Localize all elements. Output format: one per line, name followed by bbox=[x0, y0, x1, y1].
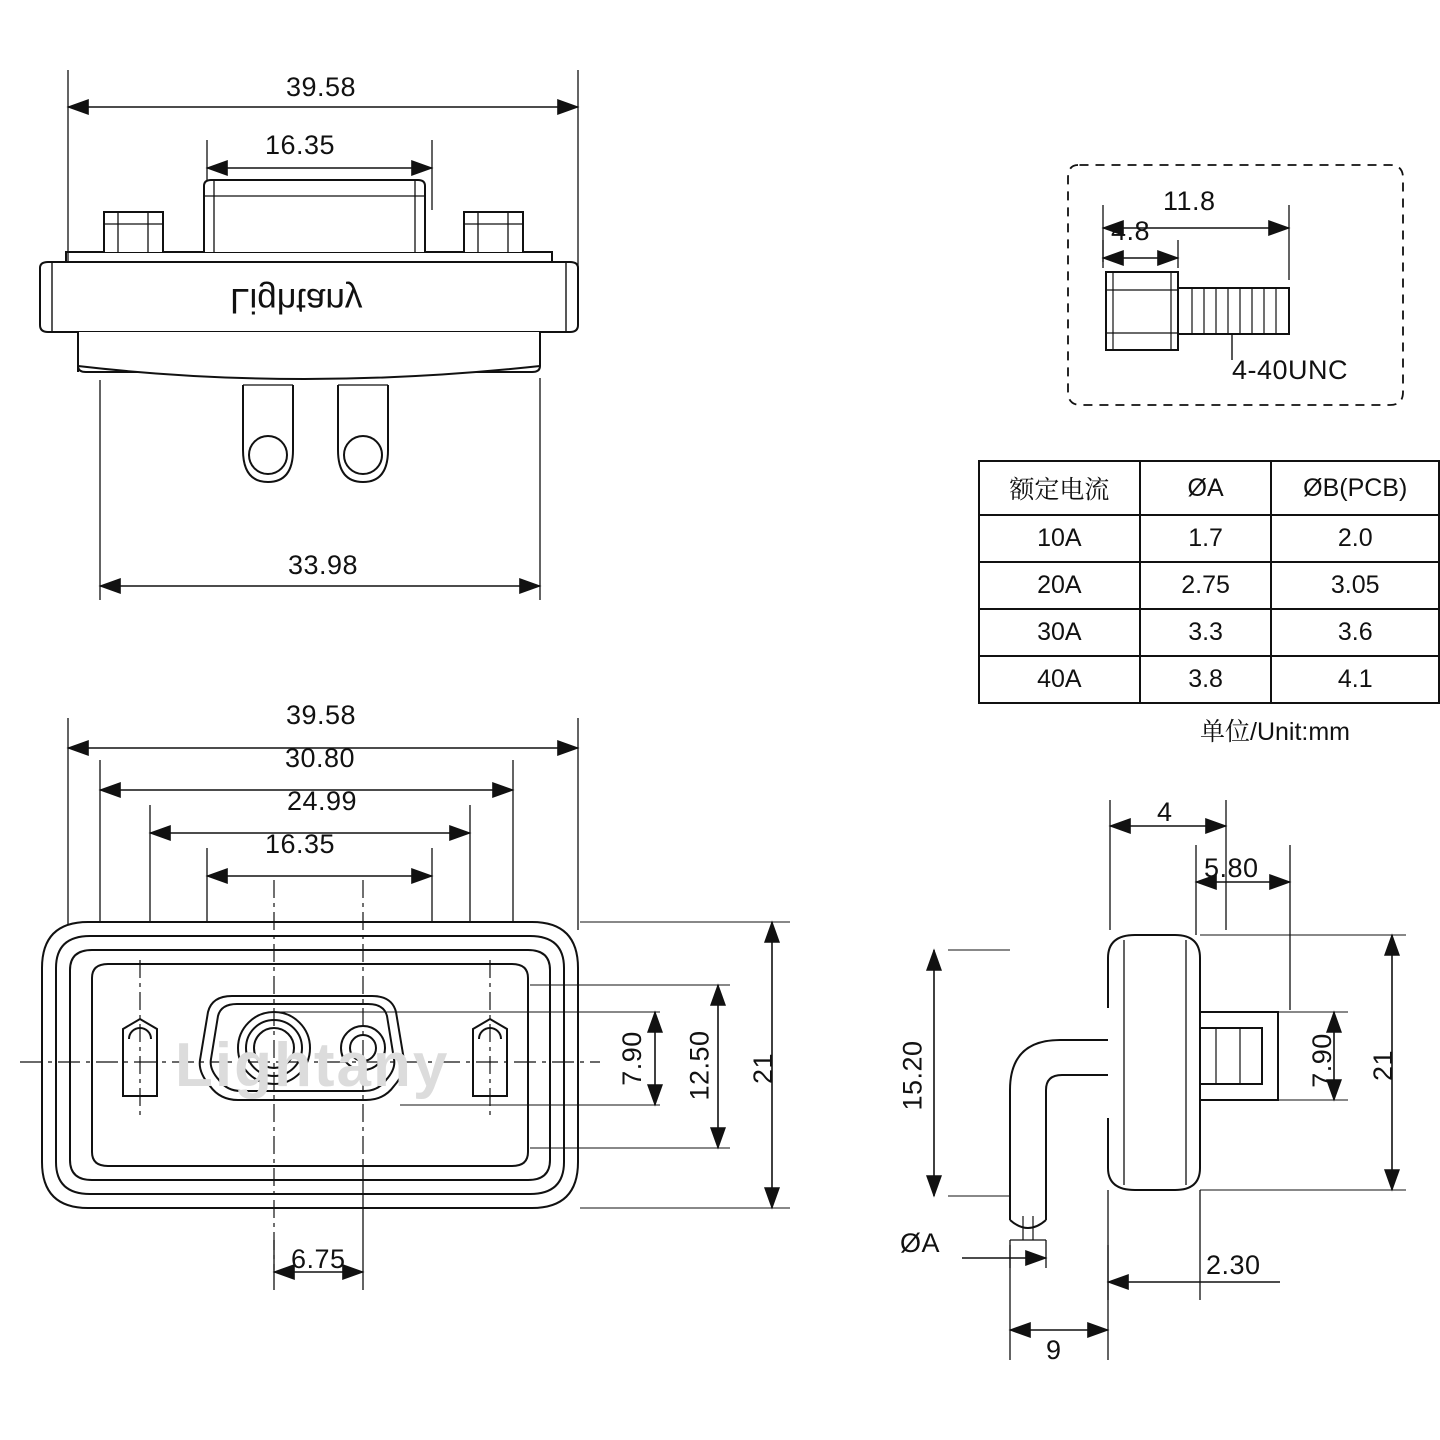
dim-39-58-bottom: 39.58 bbox=[286, 700, 357, 730]
dim-4-8: 4.8 bbox=[1111, 216, 1151, 246]
table-cell: 40A bbox=[979, 656, 1140, 703]
dim-6-75: 6.75 bbox=[291, 1244, 346, 1274]
thread-callout: 4-40UNC bbox=[1232, 355, 1349, 385]
unit-note: 单位/Unit:mm bbox=[1200, 718, 1351, 746]
table-cell: 3.3 bbox=[1140, 609, 1272, 656]
dim-30-80: 30.80 bbox=[285, 743, 356, 773]
table-header-row bbox=[979, 461, 1439, 515]
dim-33-98: 33.98 bbox=[288, 550, 359, 580]
table-cell: 1.7 bbox=[1140, 515, 1272, 562]
dim-12-50: 12.50 bbox=[684, 1030, 715, 1101]
dim-21-left: 21 bbox=[748, 1052, 779, 1085]
dim-15-20: 15.20 bbox=[897, 1040, 928, 1111]
current-rating-table bbox=[978, 460, 1440, 704]
dim-2-30: 2.30 bbox=[1206, 1250, 1261, 1280]
dim-5-80: 5.80 bbox=[1204, 853, 1259, 883]
watermark: Lightany bbox=[175, 1031, 450, 1100]
table-header-cell: 额定电流 bbox=[979, 461, 1140, 515]
table-cell: 3.6 bbox=[1271, 609, 1439, 656]
table-cell: 3.8 bbox=[1140, 656, 1272, 703]
table-row bbox=[979, 656, 1439, 703]
dim-4: 4 bbox=[1157, 797, 1173, 827]
logo-text-mirrored: Lightany bbox=[230, 281, 363, 320]
dim-16-35-bottom: 16.35 bbox=[265, 829, 336, 859]
table-row bbox=[979, 515, 1439, 562]
table-cell: 2.75 bbox=[1140, 562, 1272, 609]
dim-24-99: 24.99 bbox=[287, 786, 358, 816]
dim-7-90-right: 7.90 bbox=[1306, 1033, 1337, 1088]
table-row bbox=[979, 562, 1439, 609]
dim-39-58-top: 39.58 bbox=[286, 72, 357, 102]
table-cell: 20A bbox=[979, 562, 1140, 609]
dim-16-35-top: 16.35 bbox=[265, 130, 336, 160]
table-cell: 10A bbox=[979, 515, 1140, 562]
table-header-cell: ØA bbox=[1140, 461, 1272, 515]
dim-7-90-left: 7.90 bbox=[616, 1031, 647, 1086]
phi-a-label: ØA bbox=[900, 1228, 941, 1258]
dim-11-8: 11.8 bbox=[1163, 186, 1216, 216]
table-row bbox=[979, 609, 1439, 656]
table-cell: 30A bbox=[979, 609, 1140, 656]
dim-9: 9 bbox=[1046, 1335, 1062, 1365]
table-cell: 3.05 bbox=[1271, 562, 1439, 609]
table-header-cell: ØB(PCB) bbox=[1271, 461, 1439, 515]
table-cell: 2.0 bbox=[1271, 515, 1439, 562]
table-cell: 4.1 bbox=[1271, 656, 1439, 703]
dim-21-right: 21 bbox=[1368, 1049, 1399, 1082]
